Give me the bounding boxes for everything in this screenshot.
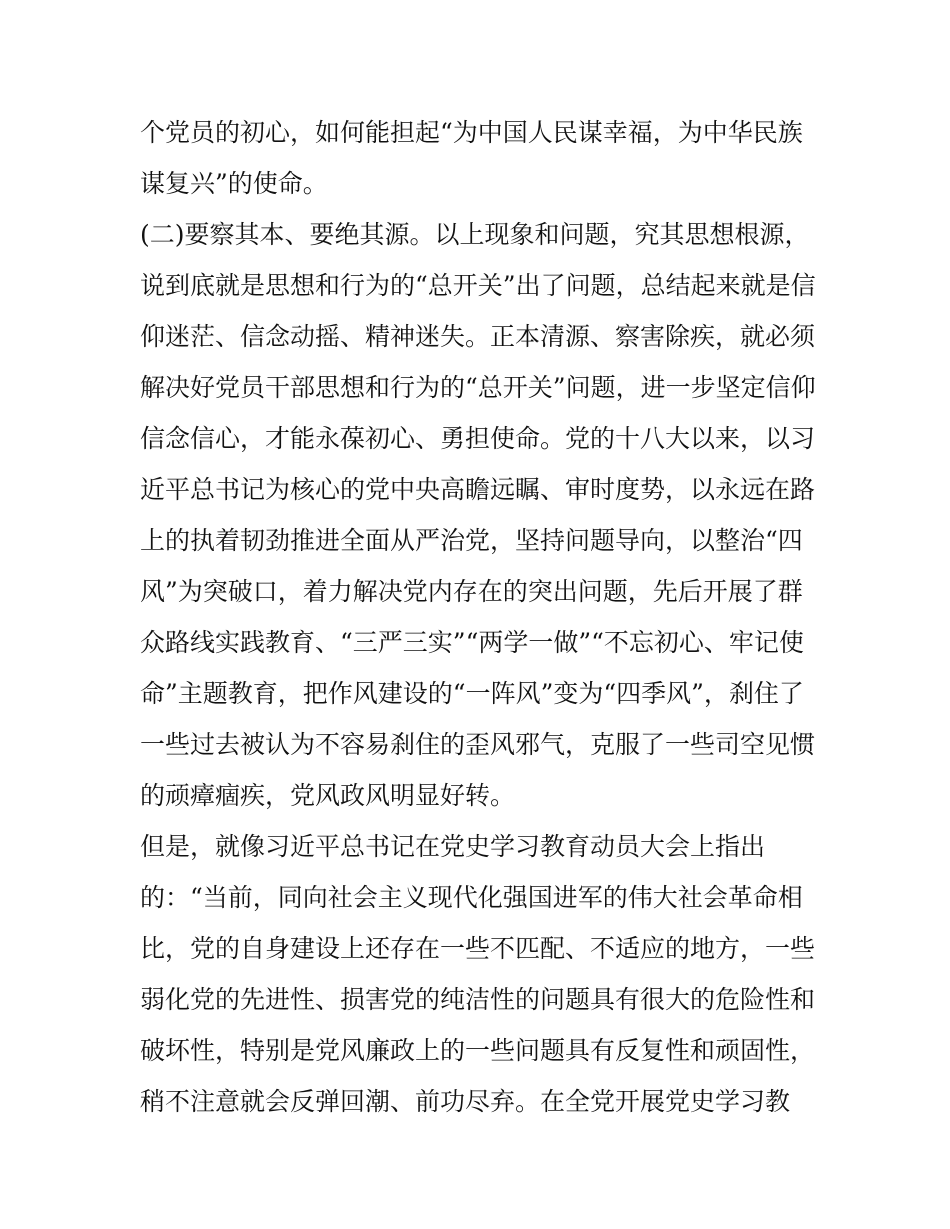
text-line: 个党员的初心，如何能担起“为中国人民谋幸福，为中华民族	[140, 118, 803, 147]
text-line: 一些过去被认为不容易刹住的歪风邪气，克服了一些司空见惯	[140, 730, 816, 759]
text-line: 比，党的自身建设上还存在一些不匹配、不适应的地方，一些	[140, 934, 816, 963]
text-line: 众路线实践教育、“三严三实”“两学一做”“不忘初心、牢记使	[140, 628, 804, 657]
text-line: 近平总书记为核心的党中央高瞻远瞩、审时度势，以永远在路	[140, 475, 816, 504]
text-line: 但是，就像习近平总书记在党史学习教育动员大会上指出	[140, 832, 766, 861]
text-line: 的顽瘴痼疾，党风政风明显好转。	[140, 781, 516, 810]
text-line: 稍不注意就会反弹回潮、前功尽弃。在全党开展党史学习教	[140, 1087, 791, 1116]
text-line: 命”主题教育，把作风建设的“一阵风”变为“四季风”，刹住了	[140, 679, 804, 708]
text-line: 解决好党员干部思想和行为的“总开关”问题，进一步坚定信仰	[140, 373, 816, 402]
text-line: 破坏性，特别是党风廉政上的一些问题具有反复性和顽固性，	[140, 1036, 816, 1065]
text-line: 仰迷茫、信念动摇、精神迷失。正本清源、察害除疾，就必须	[140, 322, 816, 351]
text-line: 弱化党的先进性、损害党的纯洁性的问题具有很大的危险性和	[140, 985, 816, 1014]
text-line: 的：“当前，同向社会主义现代化强国进军的伟大社会革命相	[140, 883, 803, 912]
text-line: (二)要察其本、要绝其源。以上现象和问题，究其思想根源，	[140, 220, 810, 249]
text-line: 谋复兴”的使命。	[140, 169, 328, 198]
text-line: 信念信心，才能永葆初心、勇担使命。党的十八大以来，以习	[140, 424, 816, 453]
document-body	[140, 107, 820, 1127]
text-line: 上的执着韧劲推进全面从严治党，坚持问题导向，以整治“四	[140, 526, 803, 555]
text-line: 说到底就是思想和行为的“总开关”出了问题，总结起来就是信	[140, 271, 816, 300]
text-line: 风”为突破口，着力解决党内存在的突出问题，先后开展了群	[140, 577, 803, 606]
